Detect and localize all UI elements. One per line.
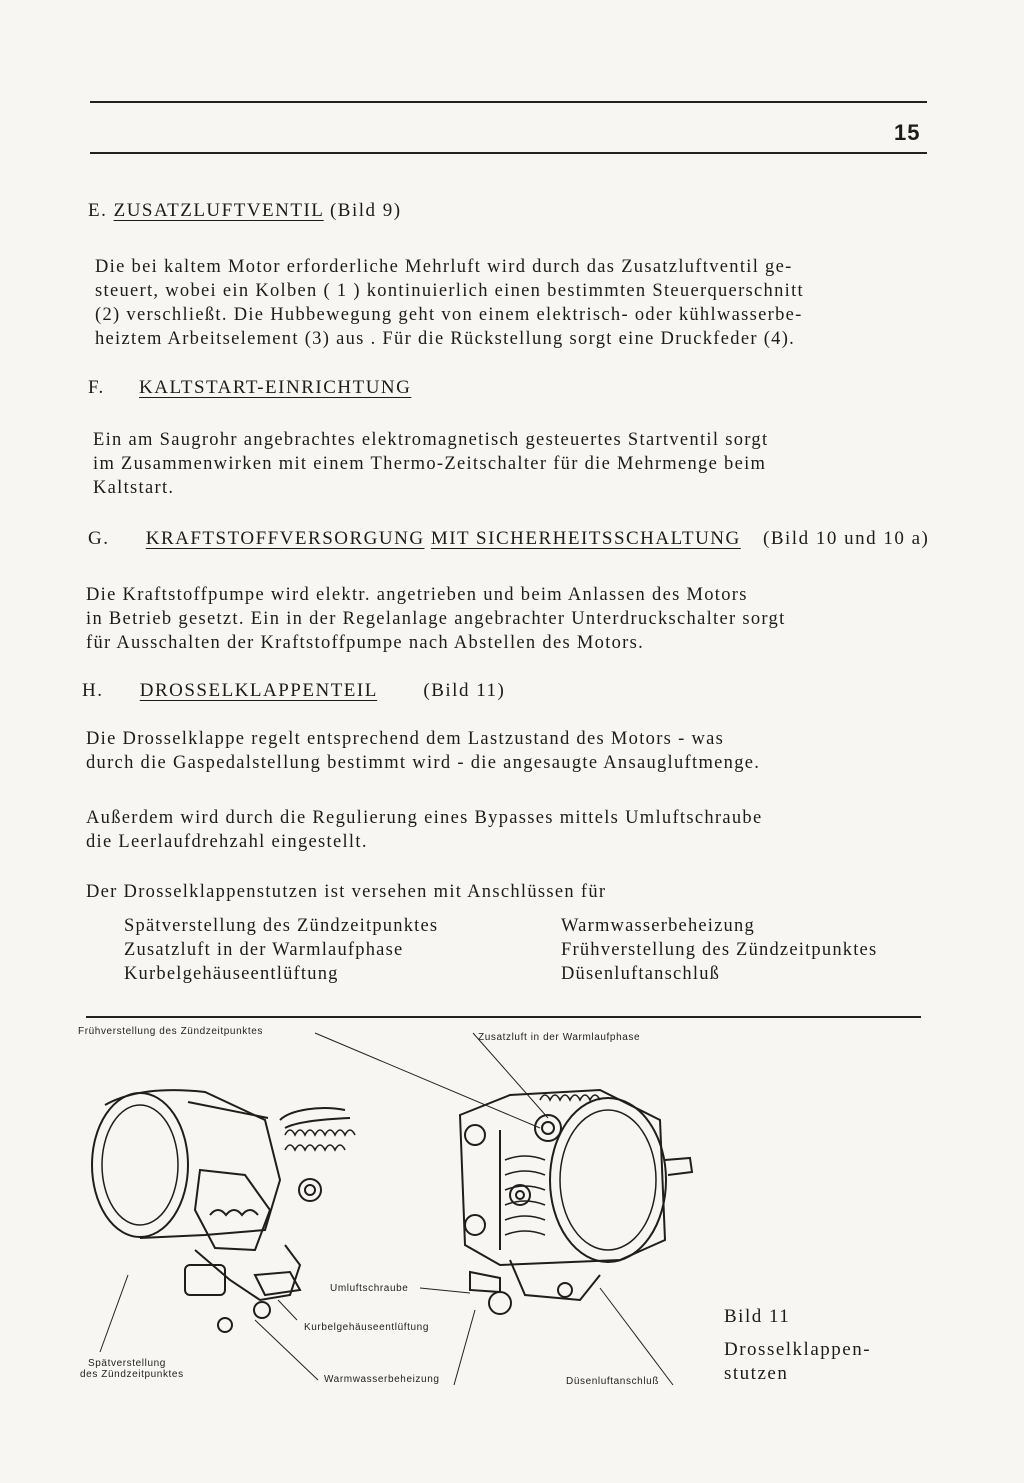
body-line: Die Kraftstoffpumpe wird elektr. angetrieben und beim Anlassen des Motors [86,585,748,605]
header-rule-bottom [90,152,927,154]
section-g-title-a: KRAFTSTOFFVERSORGUNG [145,528,425,549]
section-f-body [93,428,933,500]
body-line: Kaltstart. [93,478,175,498]
connections-list-right [561,914,877,986]
section-f-heading [88,377,411,399]
body-line: in Betrieb gesetzt. Ein in der Regelanlage angebrachter Unterdruckschalter sorgt [86,609,786,629]
section-f-letter: F. [88,377,105,398]
label-kurbelgehaeuse: Kurbelgehäuseentlüftung [304,1322,430,1333]
section-e-body [95,255,935,351]
body-line: (2) verschließt. Die Hubbewegung geht von einem elektrisch- oder kühlwasserbe- [95,305,803,325]
section-e-heading [88,200,402,222]
list-item: Frühverstellung des Zündzeitpunktes [561,940,878,960]
section-h-ref: (Bild 11) [423,680,506,701]
page-number: 15 [894,120,921,145]
section-e-ref: (Bild 9) [329,200,402,221]
section-h-para1 [86,727,926,775]
body-line: im Zusammenwirken mit einem Thermo-Zeitschalter für die Mehrmenge beim [93,454,767,474]
figure-caption-line2: stutzen [724,1363,789,1384]
body-line: für Ausschalten der Kraftstoffpumpe nach Abstellen des Motors. [86,633,645,653]
body-line: Außerdem wird durch die Regulierung eines Bypasses mittels Umluftschraube [86,808,763,828]
label-spaetverstellung-line1: Spätverstellung [88,1358,166,1369]
label-warmwasser: Warmwasserbeheizung [324,1374,440,1385]
list-item: Zusatzluft in der Warmlaufphase [124,940,404,960]
list-item: Düsenluftanschluß [561,964,721,984]
section-f-title: KALTSTART-EINRICHTUNG [139,377,412,398]
section-h-letter: H. [82,680,104,701]
section-e-title: ZUSATZLUFTVENTIL [113,200,324,221]
label-zusatzluft: Zusatzluft in der Warmlaufphase [478,1032,641,1043]
section-g-body [86,583,926,655]
section-g-ref: (Bild 10 und 10 a) [763,528,930,549]
body-line: die Leerlaufdrehzahl eingestellt. [86,832,368,852]
section-g-title-b: MIT SICHERHEITSSCHALTUNG [430,528,741,549]
section-h-title: DROSSELKLAPPENTEIL [139,680,378,701]
left-throttle-body-drawing [92,1090,355,1332]
list-item: Warmwasserbeheizung [561,916,755,936]
label-fruehverstellung: Frühverstellung des Zündzeitpunktes [78,1026,263,1037]
body-line: Ein am Saugrohr angebrachtes elektromagnetisch gesteuertes Startventil sorgt [93,430,769,450]
header-rule-top [90,101,927,103]
section-h-para3 [86,880,926,904]
section-g-heading [88,528,929,550]
section-e-letter: E. [88,200,108,221]
label-umluftschraube: Umluftschraube [330,1283,409,1294]
section-h-para2 [86,806,926,854]
body-line: Der Drosselklappenstutzen ist versehen mit Anschlüssen für [86,882,607,902]
label-duesenluft: Düsenluftanschluß [566,1376,660,1387]
list-item: Kurbelgehäuseentlüftung [124,964,339,984]
figure-caption-title: Bild 11 [724,1306,791,1327]
connections-list-left [124,914,438,986]
section-h-heading [82,680,505,702]
body-line: durch die Gaspedalstellung bestimmt wird - die angesaugte Ansaugluftmenge. [86,753,761,773]
list-item: Spätverstellung des Zündzeitpunktes [124,916,439,936]
body-line: steuert, wobei ein Kolben ( 1 ) kontinuierlich einen bestimmten Steuerquerschnitt [95,281,804,301]
body-line: Die bei kaltem Motor erforderliche Mehrluft wird durch das Zusatzluftventil ge- [95,257,793,277]
body-line: Die Drosselklappe regelt entsprechend dem Lastzustand des Motors - was [86,729,725,749]
body-line: heiztem Arbeitselement (3) aus . Für die Rückstellung sorgt eine Druckfeder (4). [95,329,796,349]
right-throttle-body-drawing [460,1090,692,1314]
figure-caption-line1: Drosselklappen- [724,1339,872,1360]
section-g-letter: G. [88,528,110,549]
label-spaetverstellung-line2: des Zündzeitpunktes [80,1369,184,1380]
